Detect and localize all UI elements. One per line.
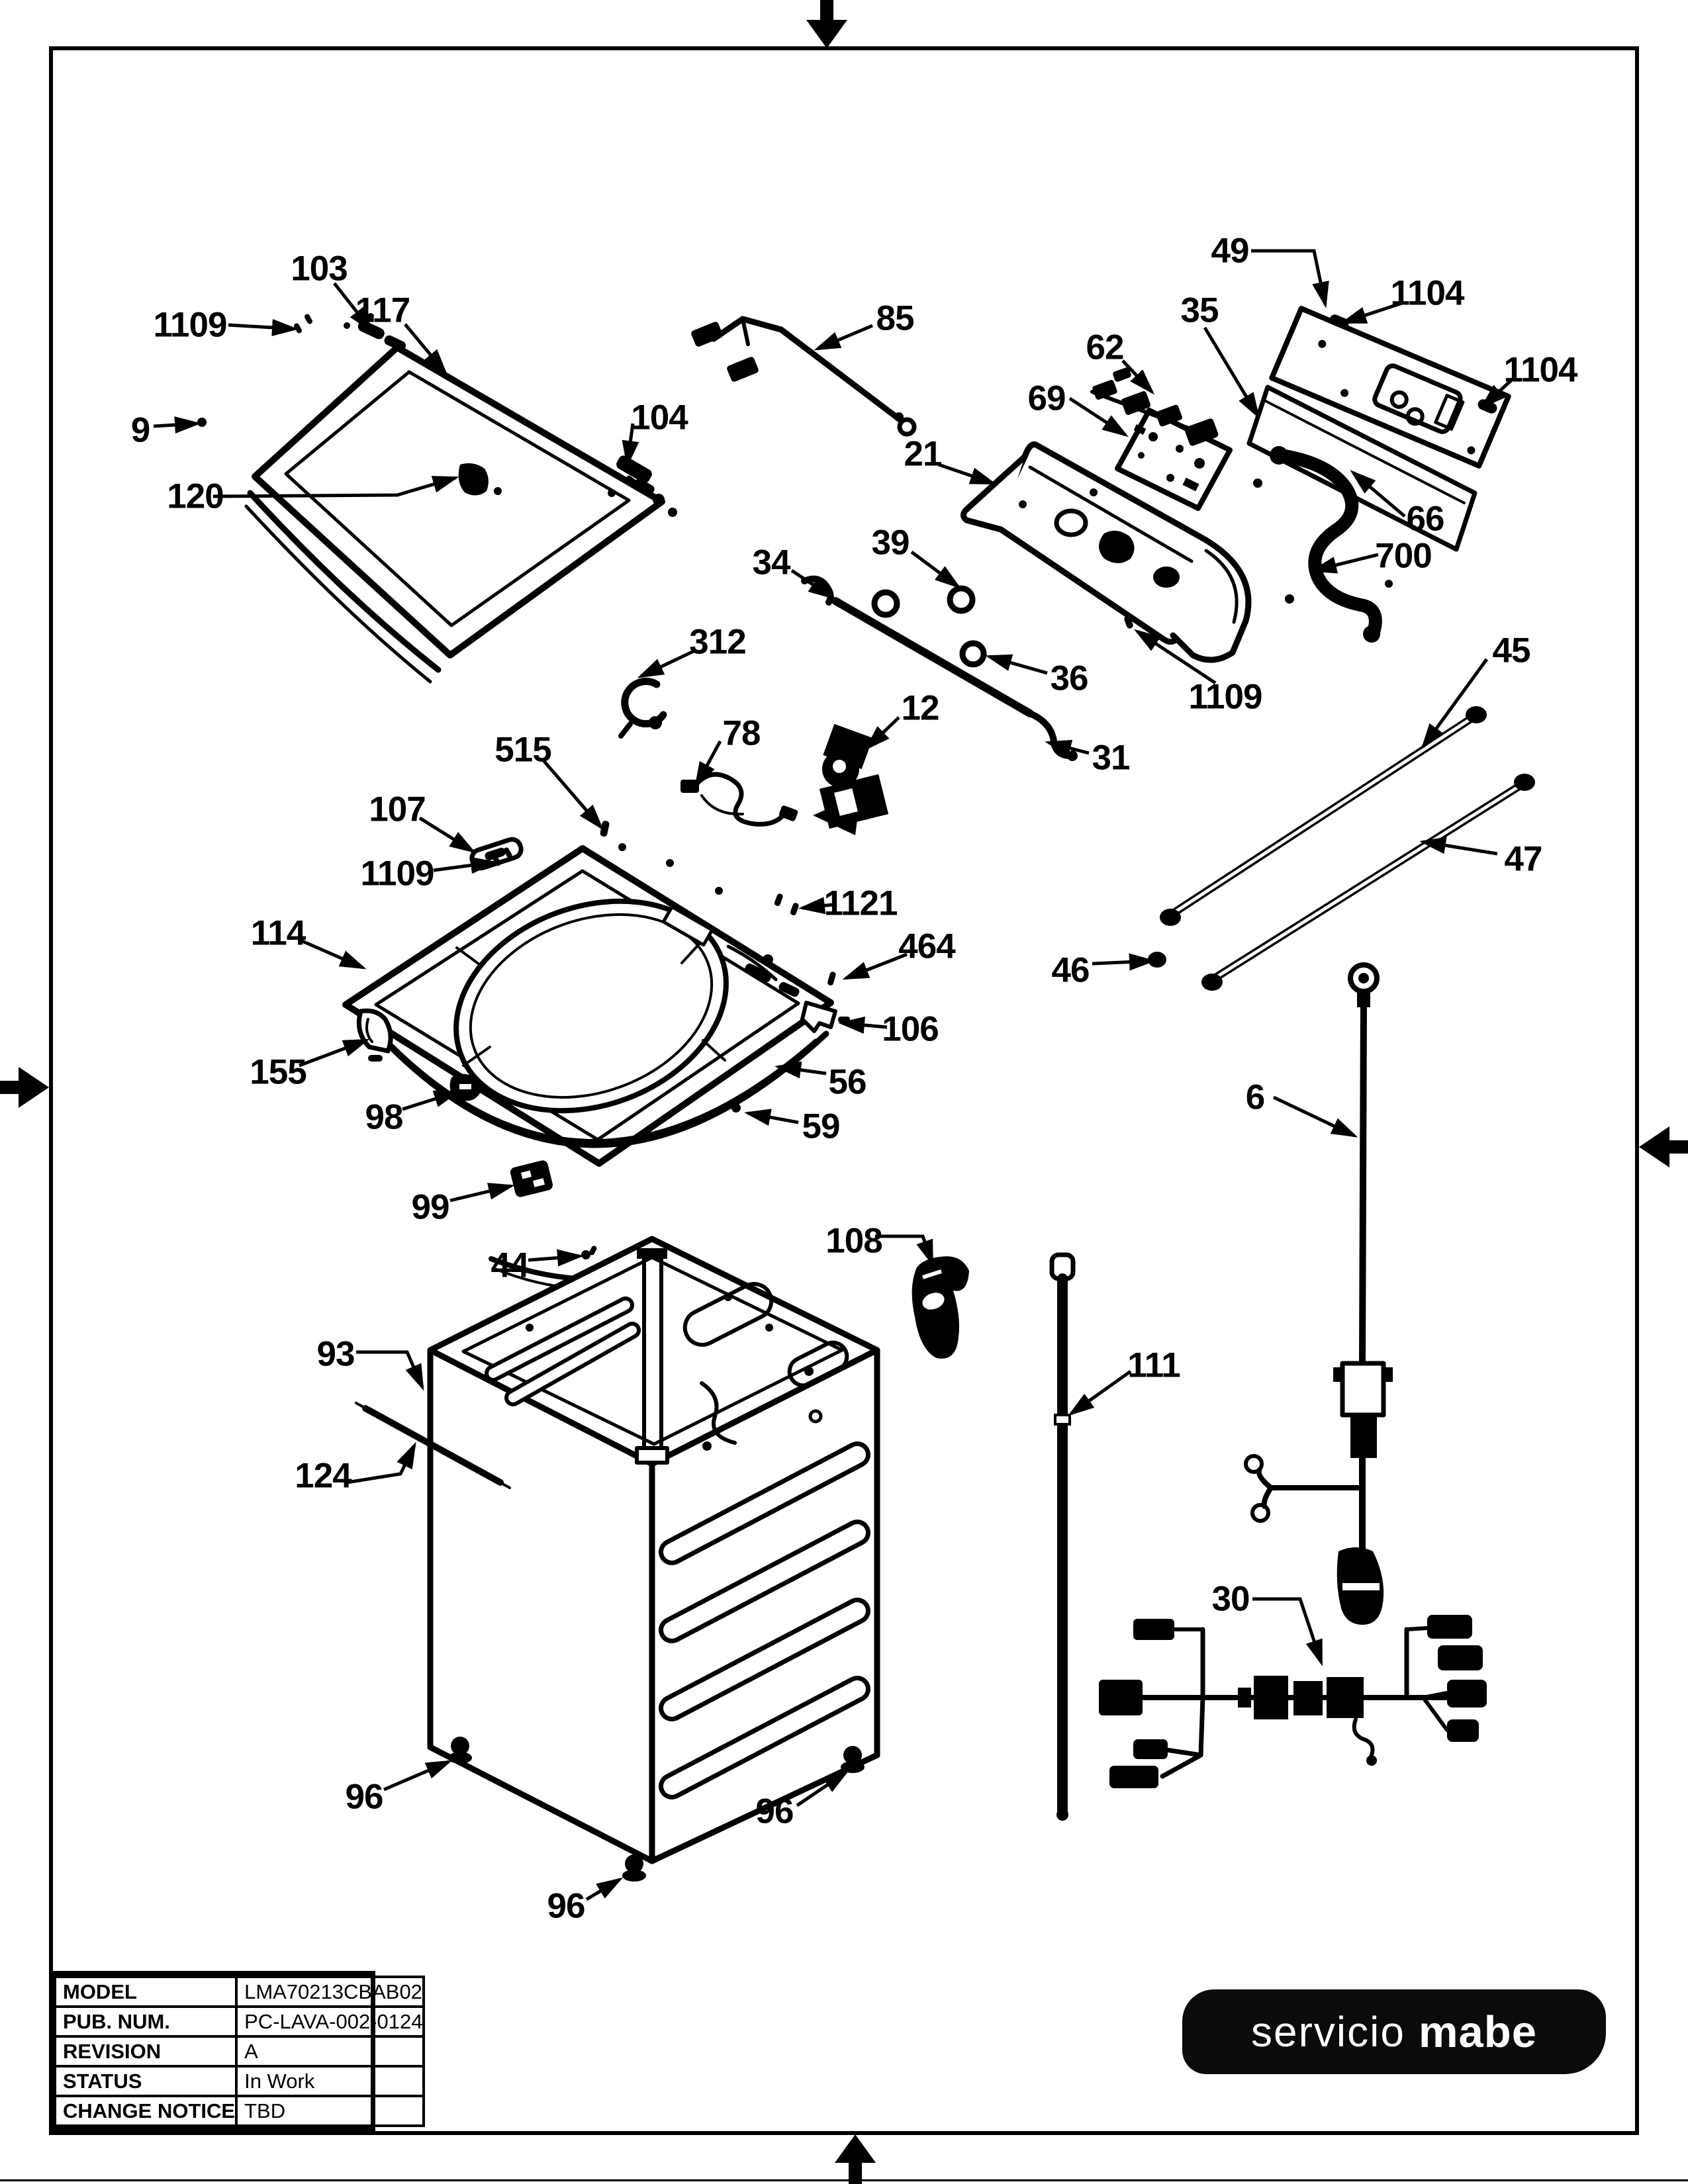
leader-line-46 — [1092, 961, 1152, 964]
part-callout-46: 46 — [1051, 950, 1090, 990]
part-callout-56: 56 — [828, 1062, 867, 1102]
title-block-value: LMA70213CBAB02 — [236, 1977, 424, 2007]
part-callout-515: 515 — [494, 730, 551, 770]
part-callout-103: 103 — [291, 249, 348, 289]
leader-line-9 — [154, 424, 197, 426]
part-callout-34: 34 — [752, 543, 790, 582]
title-block-label: STATUS — [55, 2066, 236, 2096]
part-callout-66: 66 — [1406, 499, 1444, 539]
leader-line-111 — [1071, 1371, 1131, 1414]
leader-line-108 — [875, 1236, 932, 1263]
part-callout-96: 96 — [755, 1792, 794, 1831]
registration-arrow-top — [806, 0, 847, 48]
part-callout-98: 98 — [365, 1097, 403, 1137]
part-callout-69: 69 — [1027, 379, 1066, 418]
leader-line-49 — [1251, 251, 1325, 304]
leader-line-35 — [1205, 328, 1258, 416]
title-block-row — [55, 2066, 424, 2096]
part-callout-78: 78 — [722, 713, 761, 753]
part-callout-44: 44 — [491, 1246, 529, 1285]
part-callout-47: 47 — [1504, 839, 1542, 879]
screws-1121 — [774, 893, 784, 907]
title-block-value: TBD — [236, 2096, 424, 2126]
logo-text-servicio: servicio — [1251, 2008, 1405, 2056]
leader-line-21 — [939, 465, 993, 483]
leader-line-93 — [356, 1352, 422, 1387]
ring-39 — [874, 592, 897, 615]
part-callout-700: 700 — [1375, 536, 1432, 576]
power-cord-6 — [1246, 965, 1393, 1625]
leader-line-44 — [528, 1256, 580, 1260]
screw-515 — [600, 820, 610, 837]
cord-plug — [1337, 1547, 1383, 1625]
part-callout-1121: 1121 — [823, 884, 898, 923]
bracket-106 — [802, 1003, 850, 1031]
part-callout-93: 93 — [316, 1334, 355, 1374]
pressure-tube-111 — [1052, 1255, 1073, 1821]
leader-line-36 — [989, 657, 1047, 673]
title-block-label: REVISION — [55, 2036, 236, 2066]
part-callout-1109: 1109 — [360, 854, 434, 893]
leader-line-96 — [586, 1880, 620, 1899]
registration-arrow-left — [0, 1067, 49, 1108]
hook-31 — [1030, 713, 1068, 756]
leader-line-515 — [543, 760, 601, 827]
screw-44 — [581, 1245, 598, 1259]
title-block-label: PUB. NUM. — [55, 2007, 236, 2036]
lid-screw-9 — [197, 418, 207, 427]
part-callout-120: 120 — [167, 477, 224, 516]
part-callout-99: 99 — [411, 1187, 449, 1227]
part-callout-1109: 1109 — [1188, 677, 1262, 717]
title-block — [49, 1971, 423, 2132]
cabinet-assembly-93 — [356, 1239, 877, 1882]
part-callout-114: 114 — [250, 913, 306, 953]
leader-line-106 — [842, 1023, 887, 1027]
leader-line-700 — [1314, 555, 1378, 570]
part-callout-1104: 1104 — [1503, 350, 1577, 390]
leader-line-99 — [450, 1186, 511, 1201]
part-callout-108: 108 — [825, 1221, 882, 1261]
leader-line-464 — [846, 954, 907, 978]
part-callout-36: 36 — [1050, 659, 1088, 698]
screws-1121 — [790, 902, 800, 916]
part-callout-49: 49 — [1211, 231, 1249, 271]
title-block-label: CHANGE NOTICE — [55, 2096, 236, 2126]
part-callout-96: 96 — [547, 1886, 585, 1926]
leader-line-98 — [402, 1092, 457, 1109]
leader-line-85 — [818, 326, 872, 349]
title-block-value: PC-LAVA-002-0124 — [236, 2007, 424, 2036]
leader-line-78 — [696, 741, 720, 785]
part-callout-106: 106 — [882, 1009, 939, 1049]
leader-line-114 — [299, 940, 363, 968]
part-callout-124: 124 — [295, 1456, 352, 1496]
leader-line-59 — [748, 1113, 798, 1122]
part-callout-117: 117 — [355, 291, 410, 330]
part-callout-312: 312 — [689, 622, 746, 662]
screw-59 — [731, 1103, 741, 1113]
title-block-value: In Work — [236, 2066, 424, 2096]
leader-line-96 — [384, 1762, 449, 1790]
part-callout-31: 31 — [1092, 738, 1130, 778]
page-edge-line — [0, 2179, 1688, 2181]
main-harness-30 — [1099, 1615, 1487, 1788]
clamp-312 — [621, 682, 663, 736]
lid-screws-1109 — [293, 313, 314, 334]
part-callout-39: 39 — [871, 523, 910, 563]
title-block-label: MODEL — [55, 1977, 236, 2007]
part-callout-21: 21 — [904, 434, 942, 474]
title-block-row — [55, 2007, 424, 2036]
part-callout-155: 155 — [250, 1052, 306, 1092]
title-block-row — [55, 2096, 424, 2126]
part-callout-30: 30 — [1211, 1579, 1250, 1619]
leader-line-6 — [1274, 1097, 1354, 1136]
part-callout-1104: 1104 — [1390, 273, 1464, 313]
leader-line-39 — [912, 552, 958, 586]
part-callout-85: 85 — [876, 298, 914, 338]
suspension-rods — [1148, 706, 1535, 991]
servicio-mabe-logo — [1182, 1989, 1606, 2074]
part-callout-45: 45 — [1492, 631, 1530, 670]
leader-line-312 — [641, 650, 696, 676]
part-callout-111: 111 — [1127, 1345, 1180, 1385]
part-callout-6: 6 — [1245, 1077, 1265, 1117]
part-callout-62: 62 — [1086, 328, 1124, 367]
switch-99 — [509, 1160, 553, 1199]
leader-line-30 — [1252, 1599, 1321, 1662]
leader-line-124 — [347, 1445, 414, 1482]
part-callout-464: 464 — [898, 927, 955, 966]
title-block-value: A — [236, 2036, 424, 2066]
hinge-bumper-155 — [359, 1011, 391, 1062]
part-callout-107: 107 — [369, 790, 426, 829]
part-callout-35: 35 — [1180, 291, 1219, 330]
part-callout-12: 12 — [901, 688, 939, 728]
part-callout-1109: 1109 — [153, 305, 227, 345]
leader-line-69 — [1070, 398, 1125, 435]
title-block-row — [55, 1977, 424, 2007]
leader-line-1109 — [228, 325, 295, 329]
screw-464 — [827, 971, 836, 986]
funnel-bracket-108 — [912, 1256, 969, 1359]
leader-line-107 — [420, 818, 473, 851]
leader-line-155 — [299, 1040, 366, 1066]
part-callout-9: 9 — [130, 410, 150, 450]
part-callout-96: 96 — [345, 1777, 383, 1817]
leader-line-12 — [867, 717, 899, 748]
registration-arrow-bottom — [835, 2134, 876, 2184]
ring-36 — [962, 643, 984, 664]
ring-39 — [950, 588, 972, 611]
registration-arrow-right — [1639, 1126, 1688, 1167]
leader-line-47 — [1423, 842, 1497, 854]
title-block-row — [55, 2036, 424, 2066]
part-callout-104: 104 — [631, 398, 688, 437]
water-valve-12 — [813, 724, 888, 835]
logo-text-mabe: mabe — [1418, 2007, 1537, 2057]
part-callout-59: 59 — [802, 1107, 840, 1146]
